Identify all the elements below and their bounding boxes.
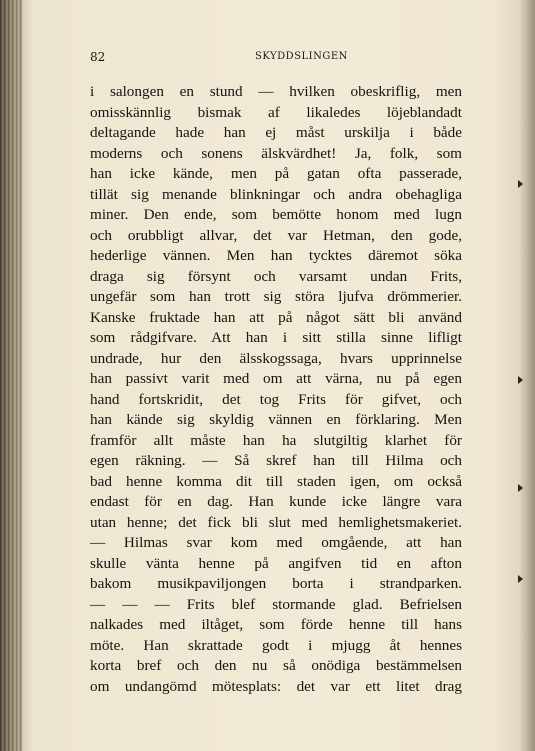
text-line: — — — Frits blef stormande glad. Befrielsen: [90, 595, 462, 613]
margin-mark-icon: [518, 484, 523, 492]
page-number: 82: [90, 50, 106, 64]
text-line: undrade, hur den älsskogssaga, hvars upprinnelse: [90, 349, 462, 367]
text-line: och orubbligt allvar, det var Hetman, den gode,: [90, 226, 462, 244]
text-line: Kanske fruktade han att på något sätt bli använd: [90, 308, 462, 326]
text-line: deltagande hade han ej måst urskilja i både: [90, 124, 462, 141]
text-line: om undangömd mötesplats: det var ett litet drag: [90, 677, 462, 695]
text-line: framför allt måste han ha slutgiltig klarhet för: [90, 431, 462, 449]
text-line: egen räkning. — Så skref han till Hilma och: [90, 452, 462, 469]
text-line: som rådgifvare. Att han i sitt stilla sinne lifligt: [90, 329, 462, 346]
text-line: tillät sig menande blinkningar och andra obehagliga: [90, 185, 462, 203]
text-line: hederlige vännen. Men han tycktes däremot söka: [90, 247, 462, 264]
text-line: omisskännlig bismak af likaledes löjeblandadt: [90, 103, 462, 121]
text-line: skulle vänta henne på angifven tid en afton: [90, 554, 462, 572]
text-line: utan henne; det fick bli slut med hemlighetsmakeriet.: [90, 513, 462, 531]
text-line: draga sig försynt och varsamt undan Frits,: [90, 267, 462, 285]
body-text: [90, 82, 462, 697]
text-line: miner. Den ende, som bemötte honom med lugn: [90, 206, 462, 223]
running-head: SKYDDSLINGEN: [255, 51, 348, 62]
page-header: [90, 50, 462, 72]
text-line: hand fortskridit, det tog Frits för gifvet, och: [90, 390, 462, 408]
text-line: korta bref och den nu så onödiga bestämmelsen: [90, 657, 462, 674]
book-spine-shadow: [0, 0, 22, 751]
margin-mark-icon: [518, 376, 523, 384]
margin-mark-icon: [518, 575, 523, 583]
text-line: moderns och sonens älskvärdhet! Ja, folk, som: [90, 144, 462, 162]
text-line: han kände sig skyldig vännen en förklaring. Men: [90, 411, 462, 428]
margin-mark-icon: [518, 180, 523, 188]
text-line: bad henne komma dit till staden igen, om också: [90, 472, 462, 490]
text-line: möte. Han skrattade godt i mjugg åt hennes: [90, 636, 462, 654]
text-line: han passivt varit med om att värna, nu på egen: [90, 370, 462, 387]
text-line: bakom musikpaviljongen borta i strandparken.: [90, 575, 462, 592]
text-line: ungefär som han trott sig störa ljufva drömmerier.: [90, 288, 462, 305]
text-line: han icke kände, men på gatan ofta passerade,: [90, 165, 462, 182]
text-line: i salongen en stund — hvilken obeskriflig, men: [90, 83, 462, 100]
text-line: — Hilmas svar kom med omgående, att han: [90, 534, 462, 551]
text-line: nalkades med iltåget, som förde henne till hans: [90, 616, 462, 633]
text-line: endast för en dag. Han kunde icke längre vara: [90, 493, 462, 510]
